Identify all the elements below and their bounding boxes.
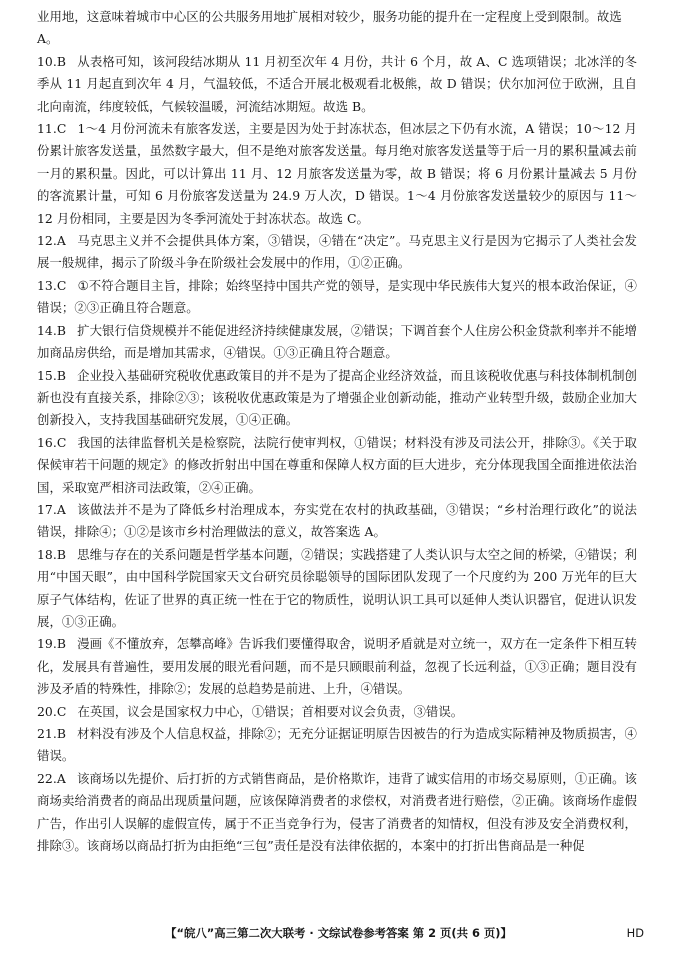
item-explanation: 扩大银行信贷规模并不能促进经济持续健康发展，②错误；下调首套个人住房公积金贷款利率并不能增加商品房供给，而是增加其需求，④错误。①③正确且符合题意。 — [37, 322, 637, 361]
item-answer: C — [56, 121, 67, 137]
item-explanation: 思维与存在的关系问题是哲学基本问题，②错误；实践搭建了人类认识与太空之间的桥梁，④错误；利用“中国天眼”，由中国科学院国家天文台研究员徐聪领导的国际团队发现了一个尺度约为 200 万光年的巨大原子气体结构，佐证了世界的真正统一性在于它的物质性，说明认识工具可以延伸人类认识器官，促进认识发展，①③正确。 — [37, 546, 637, 629]
item-answer: B — [56, 322, 67, 338]
item-number: 13. — [37, 277, 57, 293]
item-number: 18. — [37, 546, 57, 562]
item-answer: A — [56, 501, 66, 517]
answer-content — [37, 6, 637, 857]
item-answer: A — [56, 770, 66, 786]
item-explanation: 在英国，议会是国家权力中心，①错误；首相要对议会负责，③错误。 — [77, 703, 464, 719]
item-number: 21. — [37, 726, 57, 741]
item-answer: A — [56, 233, 66, 249]
item-number: 20. — [37, 703, 57, 719]
item-number: 11. — [37, 121, 57, 137]
answer-item — [37, 230, 637, 275]
item-answer: B — [56, 367, 67, 383]
page-footer — [0, 922, 677, 944]
item-explanation: 漫画《不懂放弃，怎攀高峰》告诉我们要懂得取舍，说明矛盾就是对立统一，双方在一定条件下相互转化，发展具有普遍性，要用发展的眼光看问题，而不是只顾眼前利益，忽视了长远利益，①③正确；题目没有涉及矛盾的特殊性，排除②；发展的总趋势是前进、上升，④错误。 — [37, 636, 637, 697]
answer-item — [37, 544, 637, 634]
item-number: 17. — [37, 501, 57, 517]
answer-item — [37, 723, 637, 768]
answer-item — [37, 365, 637, 432]
item-explanation: 从表格可知，该河段结冰期从 11 月初至次年 4 月份，共计 6 个月，故 A、C 选项错误；北冰洋的冬季从 11 月起直到次年 4 月，气温较低，不适合开展北极观看北极熊，故 D 错误；伏尔加河位于欧洲，且自北向南流，纬度较低，气候较温暖，河流结冰期短。故选 B。 — [37, 53, 637, 114]
item-explanation: 该商场以先提价、后打折的方式销售商品，是价格欺诈，违背了诚实信用的市场交易原则，①正确。该商场卖给消费者的商品出现质量问题，应该保障消费者的求偿权，对消费者进行赔偿，②正确。该商场作虚假广告，作出引人误解的虚假宣传，属于不正当竞争行为，侵害了消费者的知情权，但没有涉及安全消费权利，排除③。该商场以商品打折为由拒绝“三包”责任是没有法律依据的，本案中的打折出售商品是一种促 — [37, 770, 637, 854]
item-number: 16. — [37, 434, 57, 450]
item-answer: B — [56, 53, 67, 69]
item-explanation: 1～4 月份河流未有旅客发送，主要是因为处于封冻状态，但冰层之下仍有水流，A 错误；10～12 月份累计旅客发送量，虽然数字最大，但不是绝对旅客发送量。每月绝对旅客发送量等于后一月的累积量减去前一月的累积量。因此，可以计算出 11 月、12 月旅客发送量为零，故 B 错误；将 6 月份累计量减去 5 月份的客流累计量，可知 6 月份旅客发送量为 24.9 万人次，D 错误。1～4 月份旅客发送量较少的原因与 11～12 月份相同，主要是因为冬季河流处于封冻状态。故选 C。 — [37, 121, 637, 226]
answer-item — [37, 320, 637, 365]
intro-line-1: 业用地，这意味着城市中心区的公共服务用地扩展相对较少，服务功能的提升在一定程度上受到限制。故选 — [37, 9, 622, 24]
item-answer: B — [56, 636, 67, 652]
footer-page-number: 第 2 页(共 6 页)】 — [412, 926, 512, 940]
item-explanation: 材料没有涉及个人信息权益，排除②；无充分证据证明原告因被告的行为造成实际精神及物质损害，④错误。 — [37, 726, 637, 764]
answer-item — [37, 701, 637, 723]
answer-item — [37, 118, 637, 230]
item-answer: B — [56, 726, 67, 741]
item-number: 15. — [37, 367, 57, 383]
intro-line-2: A。 — [37, 31, 59, 47]
footer-title: 【“皖八”高三第二次大联考 · 文综试卷参考答案 — [165, 926, 409, 940]
answer-item — [37, 768, 637, 858]
item-number: 10. — [37, 53, 57, 69]
item-explanation: 马克思主义并不会提供具体方案，③错误，④错在“决定”。马克思主义行是因为它揭示了人类社会发展一般规律，揭示了阶级斗争在阶级社会发展中的作用，①②正确。 — [37, 233, 637, 271]
answer-item — [37, 275, 637, 320]
item-answer: C — [56, 434, 67, 450]
footer-code: HD — [626, 926, 644, 940]
answer-list — [37, 51, 637, 858]
item-number: 19. — [37, 636, 57, 652]
item-answer: C — [56, 277, 67, 293]
answer-item — [37, 499, 637, 544]
answer-item — [37, 51, 637, 118]
item-answer: C — [56, 703, 67, 719]
item-explanation: 我国的法律监督机关是检察院，法院行使审判权，①错误；材料没有涉及司法公开，排除③。《关于取保候审若干问题的规定》的修改折射出中国在尊重和保障人权方面的巨大进步，充分体现我国全面推进依法治国，采取宽严相济司法政策，②④正确。 — [37, 434, 637, 495]
answer-item — [37, 633, 637, 700]
item-explanation: 企业投入基础研究税收优惠政策目的并不是为了提高企业经济效益，而且该税收优惠与科技体制机制创新也没有直接关系，排除②③；该税收优惠政策是为了增强企业创新动能，推动产业转型升级，鼓励企业加大创新投入，支持我国基础研究发展，①④正确。 — [37, 367, 637, 428]
item-number: 14. — [37, 322, 57, 338]
item-explanation: ①不符合题目主旨，排除；始终坚持中国共产党的领导，是实现中华民族伟大复兴的根本政治保证，④错误；②③正确且符合题意。 — [37, 277, 637, 316]
item-explanation: 该做法并不是为了降低乡村治理成本，夯实党在农村的执政基础，③错误；“乡村治理行政化”的说法错误，排除④；①②是该市乡村治理做法的意义，故答案选 A。 — [37, 501, 637, 540]
item-answer: B — [56, 546, 67, 562]
item-number: 12. — [37, 233, 57, 249]
item-number: 22. — [37, 770, 57, 786]
answer-item — [37, 432, 637, 499]
